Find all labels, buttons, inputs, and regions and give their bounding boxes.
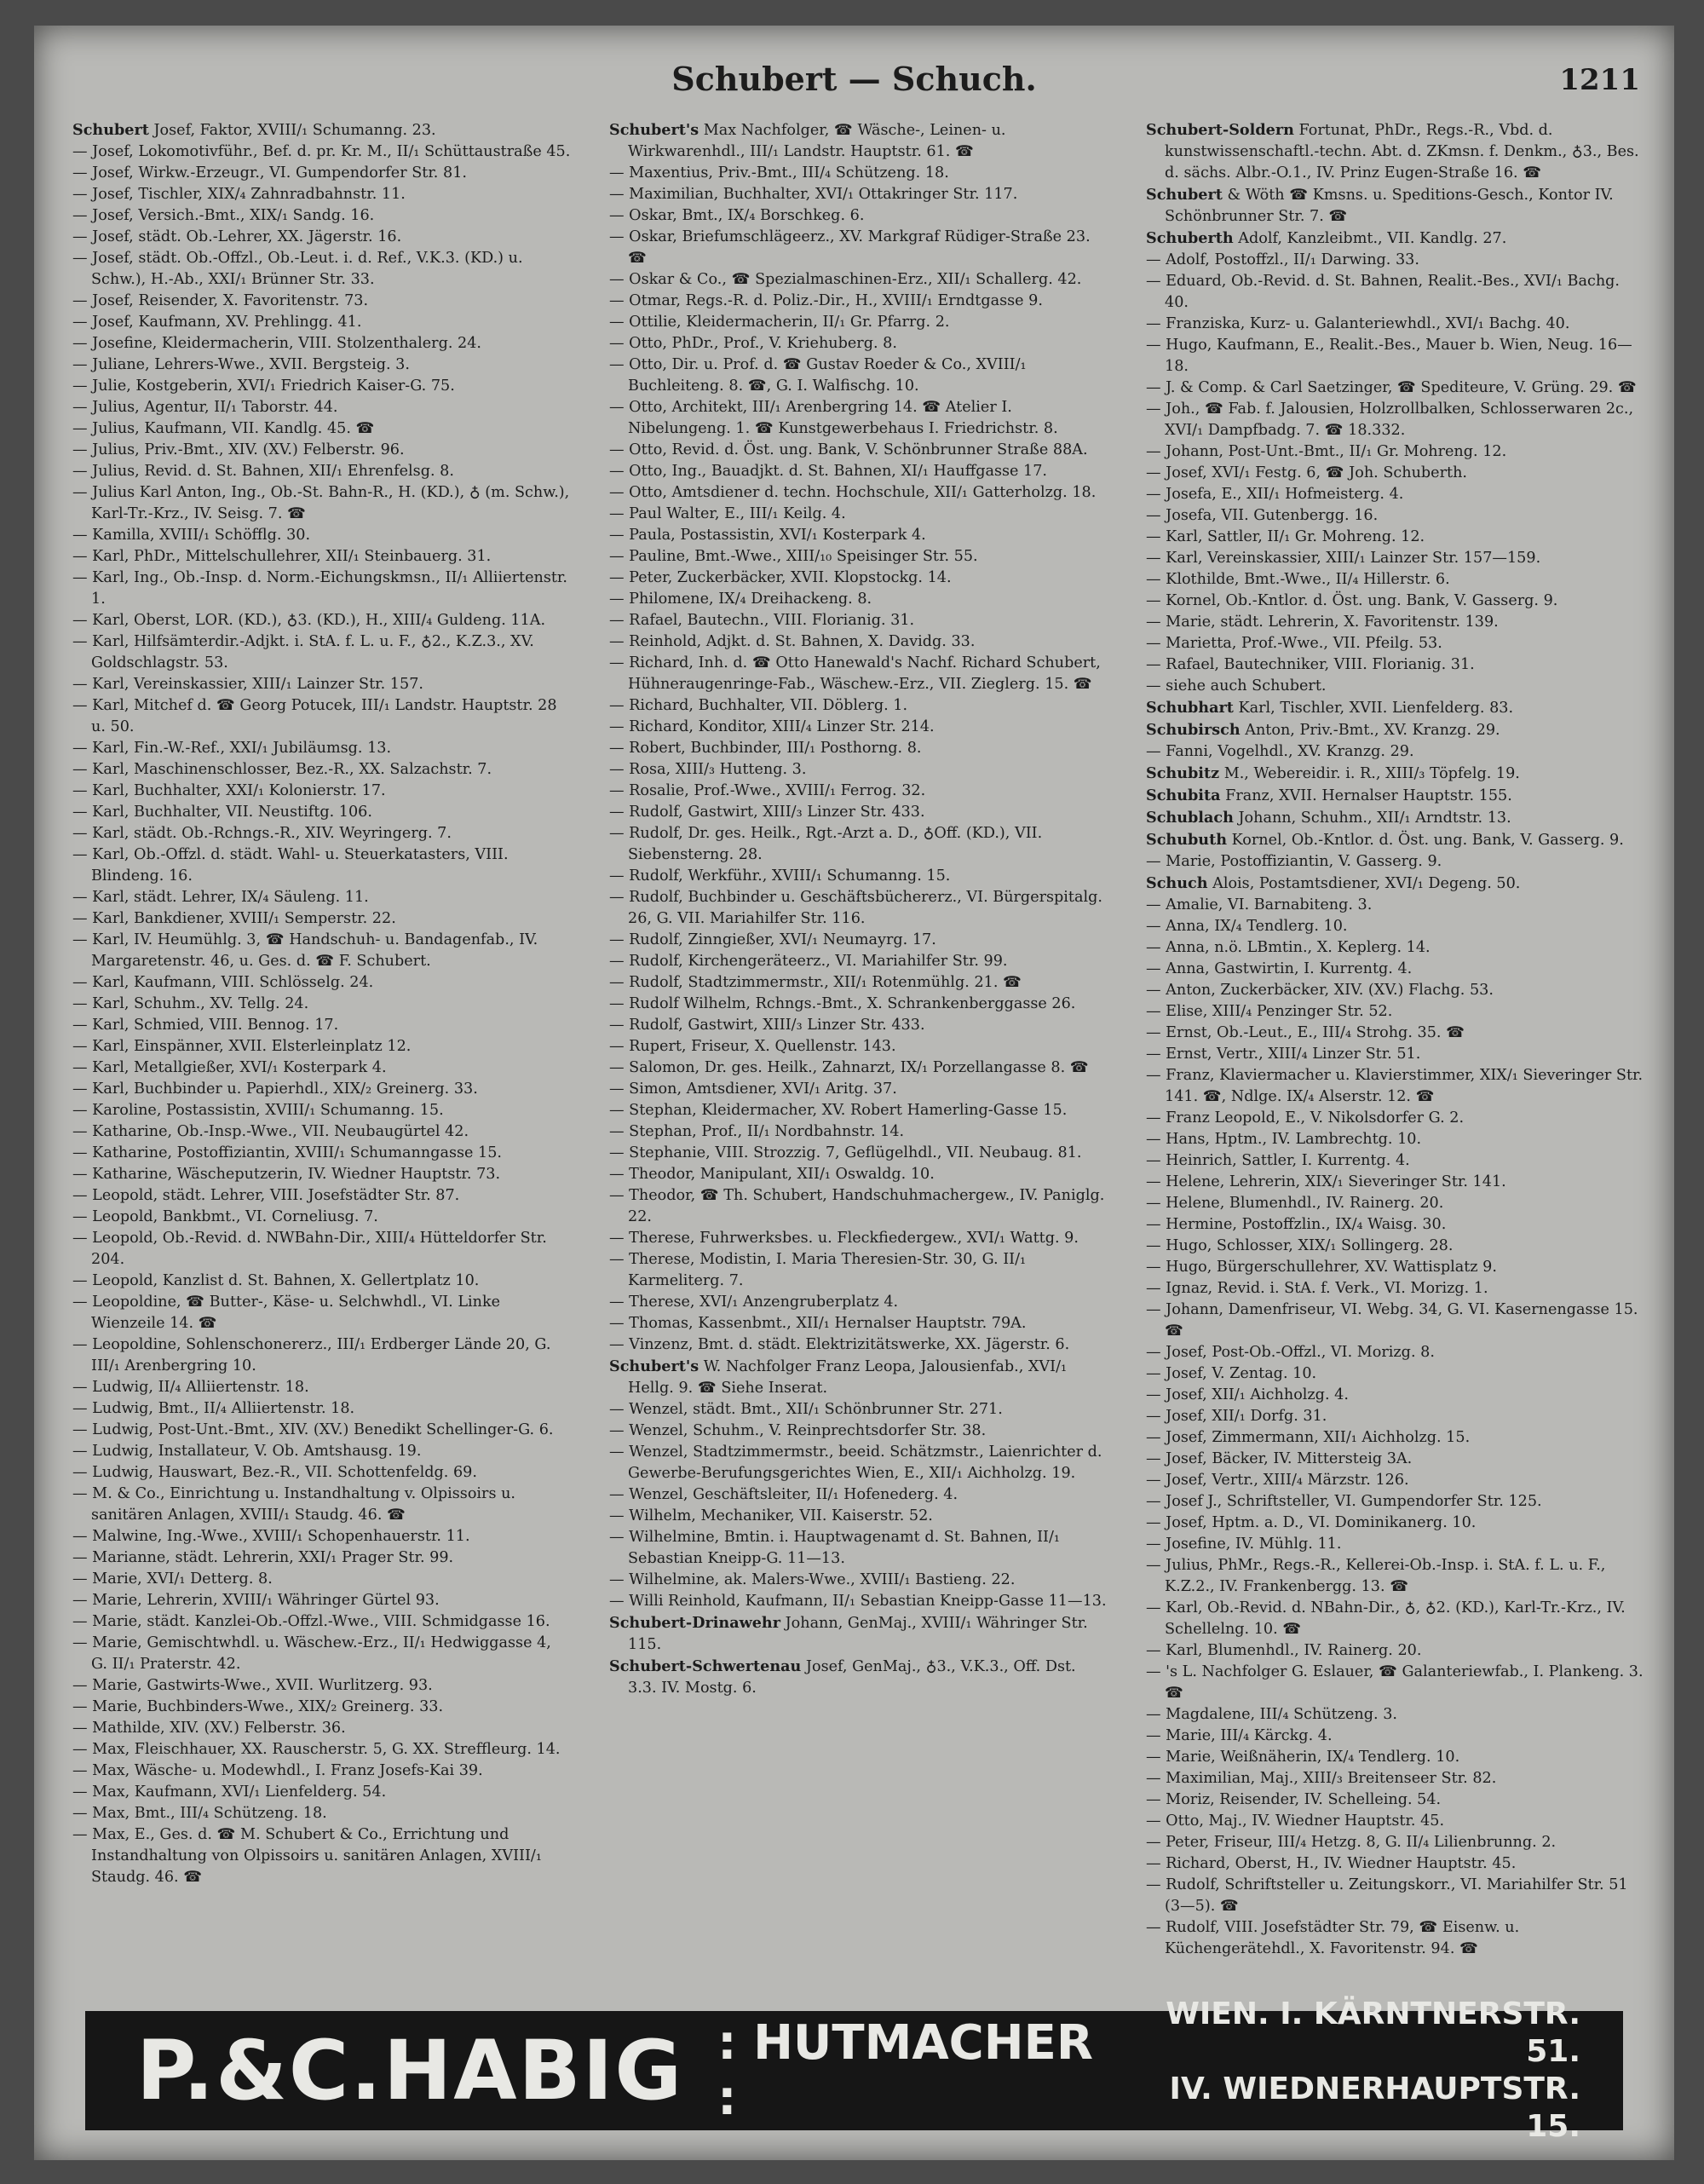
directory-entry: — Rudolf Wilhelm, Rchngs.-Bmt., X. Schrankenberggasse 26. xyxy=(609,995,1076,1012)
directory-entry: — Ludwig, Installateur, V. Ob. Amtshausg. 19. xyxy=(72,1443,422,1460)
directory-entry: — Paul Walter, E., III/₁ Keilg. 4. xyxy=(609,505,846,522)
directory-entry: — Karl, Fin.-W.-Ref., XXI/₁ Jubiläumsg. 13. xyxy=(72,740,392,757)
directory-entry: — Anna, Gastwirtin, I. Kurrentg. 4. xyxy=(1146,960,1413,977)
directory-entry: — Karl, Buchhalter, XXI/₁ Kolonierstr. 17. xyxy=(72,782,386,799)
directory-entry: — Fanni, Vogelhdl., XV. Kranzg. 29. xyxy=(1146,743,1414,760)
directory-entry: — Wilhelmine, ak. Malers-Wwe., XVIII/₁ Bastieng. 22. xyxy=(609,1571,1016,1588)
directory-entry: — Marie, städt. Lehrerin, X. Favoritenstr. 139. xyxy=(1146,614,1499,631)
directory-entry: — Juliane, Lehrers-Wwe., XVII. Bergsteig. 3. xyxy=(72,356,410,373)
directory-entry: — Karl, Bankdiener, XVIII/₁ Semperstr. 22. xyxy=(72,910,396,927)
directory-entry: — Karl, Mitchef d. ☎ Georg Potucek, III/₁ Landstr. Hauptstr. 28 u. 50. xyxy=(72,697,557,735)
directory-entry: — Josef, städt. Ob.-Lehrer, XX. Jägerstr. 16. xyxy=(72,228,402,245)
directory-entry: — Karl, Schuhm., XV. Tellg. 24. xyxy=(72,995,309,1012)
directory-entry: — Marie, städt. Kanzlei-Ob.-Offzl.-Wwe., VIII. Schmidgasse 16. xyxy=(72,1613,550,1630)
directory-entry: — Oskar, Briefumschlägeerz., XV. Markgraf Rüdiger-Straße 23. ☎ xyxy=(609,228,1091,267)
directory-entry: — Theodor, ☎ Th. Schubert, Handschuhmachergew., IV. Paniglg. 22. xyxy=(609,1187,1105,1225)
directory-entry: — Hugo, Bürgerschullehrer, XV. Wattisplatz 9. xyxy=(1146,1259,1497,1276)
directory-entry: — Magdalene, III/₄ Schützeng. 3. xyxy=(1146,1706,1397,1723)
directory-entry: — Rosa, XIII/₃ Hutteng. 3. xyxy=(609,761,807,778)
directory-entry: — Eduard, Ob.-Revid. d. St. Bahnen, Realit.-Bes., XVI/₁ Bachg. 40. xyxy=(1146,273,1620,311)
directory-entry: — Otto, Ing., Bauadjkt. d. St. Bahnen, XI/₁ Hauffgasse 17. xyxy=(609,463,1047,480)
directory-entry: — Moriz, Reisender, IV. Schelleing. 54. xyxy=(1146,1791,1442,1808)
directory-entry: — Julie, Kostgeberin, XVI/₁ Friedrich Kaiser-G. 75. xyxy=(72,377,455,395)
directory-entry: Schubhart Karl, Tischler, XVII. Lienfelderg. 83. xyxy=(1146,699,1514,717)
directory-entry: — Stephan, Kleidermacher, XV. Robert Hamerling-Gasse 15. xyxy=(609,1102,1068,1119)
directory-entry: — Oskar, Bmt., IX/₄ Borschkeg. 6. xyxy=(609,207,865,224)
ad-address xyxy=(1116,1996,1580,2146)
page-title: Schubert — Schuch. xyxy=(671,60,1037,98)
directory-entry: — Vinzenz, Bmt. d. städt. Elektrizitätswerke, XX. Jägerstr. 6. xyxy=(609,1336,1070,1353)
directory-entry: — Maximilian, Maj., XIII/₃ Breitenseer Str. 82. xyxy=(1146,1770,1497,1787)
directory-entry: — Leopoldine, ☎ Butter-, Käse- u. Selchwhdl., VI. Linke Wienzeile 14. ☎ xyxy=(72,1294,501,1332)
directory-entry: — Simon, Amtsdiener, XVI/₁ Aritg. 37. xyxy=(609,1080,897,1098)
directory-entry: — Karl, Ob.-Offzl. d. städt. Wahl- u. Steuerkatasters, VIII. Blindeng. 16. xyxy=(72,846,509,885)
directory-entry: — Stephan, Prof., II/₁ Nordbahnstr. 14. xyxy=(609,1123,905,1140)
directory-entry: — J. & Comp. & Carl Saetzinger, ☎ Spediteure, V. Grüng. 29. ☎ xyxy=(1146,379,1637,396)
directory-entry: Schubuth Kornel, Ob.-Kntlor. d. Öst. ung. Bank, V. Gasserg. 9. xyxy=(1146,831,1624,849)
directory-entry: — M. & Co., Einrichtung u. Instandhaltung v. Olpissoirs u. sanitären Anlagen, XVIII/₁ Staudg. 46. ☎ xyxy=(72,1485,515,1524)
directory-entry: — Ludwig, Hauswart, Bez.-R., VII. Schottenfeldg. 69. xyxy=(72,1464,477,1481)
directory-entry: Schuberth Adolf, Kanzleibmt., VII. Kandlg. 27. xyxy=(1146,229,1507,247)
directory-entry: — Josef, Kaufmann, XV. Prehlingg. 41. xyxy=(72,314,362,331)
directory-entry: — Karl, Blumenhdl., IV. Rainerg. 20. xyxy=(1146,1642,1422,1659)
directory-columns xyxy=(72,119,1644,1968)
directory-entry: — Rudolf, Werkführ., XVIII/₁ Schumanng. 15. xyxy=(609,867,951,885)
directory-entry: Schubita Franz, XVII. Hernalser Hauptstr. 155. xyxy=(1146,787,1512,804)
directory-entry: — Ignaz, Revid. i. StA. f. Verk., VI. Morizg. 1. xyxy=(1146,1280,1488,1297)
directory-entry: — Wilhelm, Mechaniker, VII. Kaiserstr. 52. xyxy=(609,1507,933,1524)
directory-entry: — Richard, Konditor, XIII/₄ Linzer Str. 214. xyxy=(609,718,935,735)
directory-entry: — Karoline, Postassistin, XVIII/₁ Schumanng. 15. xyxy=(72,1102,444,1119)
directory-entry: — Ottilie, Kleidermacherin, II/₁ Gr. Pfarrg. 2. xyxy=(609,314,950,331)
directory-entry: — Josef, Lokomotivführ., Bef. d. pr. Kr. M., II/₁ Schüttaustraße 45. xyxy=(72,143,571,160)
directory-entry: — Katharine, Wäscheputzerin, IV. Wiedner Hauptstr. 73. xyxy=(72,1166,501,1183)
directory-entry: — Richard, Buchhalter, VII. Döblerg. 1. xyxy=(609,697,908,714)
directory-entry: — Josef, Post-Ob.-Offzl., VI. Morizg. 8. xyxy=(1146,1344,1435,1361)
directory-entry: Schubert & Wöth ☎ Kmsns. u. Speditions-Gesch., Kontor IV. Schönbrunner Str. 7. ☎ xyxy=(1146,186,1614,225)
directory-entry: — Otto, Revid. d. Öst. ung. Bank, V. Schönbrunner Straße 88A. xyxy=(609,441,1088,458)
directory-entry: — Josef, XII/₁ Dorfg. 31. xyxy=(1146,1408,1327,1425)
directory-entry: — Wenzel, Schuhm., V. Reinprechtsdorfer Str. 38. xyxy=(609,1422,987,1439)
directory-entry: — Josefa, VII. Gutenbergg. 16. xyxy=(1146,507,1379,524)
ad-trade: : HUTMACHER : xyxy=(717,2015,1094,2126)
directory-entry: — Josef, Zimmermann, XII/₁ Aichholzg. 15. xyxy=(1146,1429,1471,1446)
directory-entry: — Karl, Kaufmann, VIII. Schlösselg. 24. xyxy=(72,974,374,991)
directory-page xyxy=(34,26,1674,2160)
directory-entry: — Joh., ☎ Fab. f. Jalousien, Holzrollbalken, Schlosserwaren 2c., XVI/₁ Dampfbadg. 7. ☎ 18.332. xyxy=(1146,400,1634,439)
column-1 xyxy=(72,119,571,1968)
directory-entry: — Josef, städt. Ob.-Offzl., Ob.-Leut. i. d. Ref., V.K.3. (KD.) u. Schw.), H.-Ab., XXI/₁ Brünner Str. 33. xyxy=(72,250,523,288)
directory-entry: — Salomon, Dr. ges. Heilk., Zahnarzt, IX/₁ Porzellangasse 8. ☎ xyxy=(609,1059,1089,1076)
directory-entry: — Maximilian, Buchhalter, XVI/₁ Ottakringer Str. 117. xyxy=(609,186,1018,203)
directory-entry: — Karl, städt. Ob.-Rchngs.-R., XIV. Weyringerg. 7. xyxy=(72,825,452,842)
ad-address-line-1: WIEN. I. KÄRNTNERSTR. 51. xyxy=(1166,1997,1580,2069)
directory-entry: — Karl, PhDr., Mittelschullehrer, XII/₁ Steinbauerg. 31. xyxy=(72,548,492,565)
directory-entry: Schubert Josef, Faktor, XVIII/₁ Schumanng. 23. xyxy=(72,121,436,139)
directory-entry: — Amalie, VI. Barnabiteng. 3. xyxy=(1146,896,1373,913)
directory-entry: — Karl, Hilfsämterdir.-Adjkt. i. StA. f. L. u. F., ♁2., K.Z.3., XV. Goldschlagstr. 53. xyxy=(72,633,534,671)
directory-entry: — Josef, XVI/₁ Festg. 6, ☎ Joh. Schuberth. xyxy=(1146,464,1467,481)
directory-entry: — Karl, Buchbinder u. Papierhdl., XIX/₂ Greinerg. 33. xyxy=(72,1080,478,1098)
directory-entry: — Rudolf, Stadtzimmermstr., XII/₁ Rotenmühlg. 21. ☎ xyxy=(609,974,1022,991)
directory-entry: — Josef, Tischler, XIX/₄ Zahnradbahnstr. 11. xyxy=(72,186,406,203)
directory-entry: — Katharine, Ob.-Insp.-Wwe., VII. Neubaugürtel 42. xyxy=(72,1123,469,1140)
directory-entry: — Karl, Ob.-Revid. d. NBahn-Dir., ♁, ♁2. (KD.), Karl-Tr.-Krz., IV. Schellelng. 10. ☎ xyxy=(1146,1599,1626,1638)
directory-entry: — Peter, Friseur, III/₄ Hetzg. 8, G. II/₄ Lilienbrunng. 2. xyxy=(1146,1834,1557,1851)
directory-entry: — Rafael, Bautechn., VIII. Florianig. 31. xyxy=(609,612,915,629)
directory-entry: — Karl, Vereinskassier, XIII/₁ Lainzer Str. 157. xyxy=(72,676,423,693)
directory-entry: — Josef, V. Zentag. 10. xyxy=(1146,1365,1317,1382)
directory-entry: — Julius, Kaufmann, VII. Kandlg. 45. ☎ xyxy=(72,420,375,437)
directory-entry: — Peter, Zuckerbäcker, XVII. Klopstockg. 14. xyxy=(609,569,952,586)
directory-entry: — Therese, Fuhrwerksbes. u. Fleckfiedergew., XVI/₁ Wattg. 9. xyxy=(609,1230,1079,1247)
directory-entry: — Klothilde, Bmt.-Wwe., II/₄ Hillerstr. 6. xyxy=(1146,571,1450,588)
directory-entry: Schubert-Drinawehr Johann, GenMaj., XVIII/₁ Währinger Str. 115. xyxy=(609,1614,1088,1653)
directory-entry: — Marietta, Prof.-Wwe., VII. Pfeilg. 53. xyxy=(1146,635,1442,652)
page-header xyxy=(34,60,1674,111)
directory-entry: — Ludwig, II/₄ Alliiertenstr. 18. xyxy=(72,1379,309,1396)
directory-entry: — 's L. Nachfolger G. Eslauer, ☎ Galanteriewfab., I. Plankeng. 3. ☎ xyxy=(1146,1663,1644,1702)
directory-entry: Schubert's W. Nachfolger Franz Leopa, Jalousienfab., XVI/₁ Hellg. 9. ☎ Siehe Inserat. xyxy=(609,1357,1068,1397)
directory-entry: — Otto, Maj., IV. Wiedner Hauptstr. 45. xyxy=(1146,1812,1445,1830)
directory-entry: — Wenzel, Stadtzimmermstr., beeid. Schätzmstr., Laienrichter d. Gewerbe-Berufungsgerichtes Wien, E., XII/₁ Aichholzg. 19. xyxy=(609,1444,1102,1482)
directory-entry: — Leopold, städt. Lehrer, VIII. Josefstädter Str. 87. xyxy=(72,1187,460,1204)
directory-entry: — Richard, Oberst, H., IV. Wiedner Hauptstr. 45. xyxy=(1146,1855,1517,1872)
directory-entry: — Helene, Lehrerin, XIX/₁ Sieveringer Str. 141. xyxy=(1146,1173,1506,1190)
directory-entry: — Franziska, Kurz- u. Galanteriewhdl., XVI/₁ Bachg. 40. xyxy=(1146,315,1570,332)
directory-entry: — Karl, Ing., Ob.-Insp. d. Norm.-Eichungskmsn., II/₁ Alliiertenstr. 1. xyxy=(72,569,567,608)
directory-entry: — Leopold, Ob.-Revid. d. NWBahn-Dir., XIII/₄ Hütteldorfer Str. 204. xyxy=(72,1230,547,1268)
directory-entry: — Hermine, Postoffzlin., IX/₄ Waisg. 30. xyxy=(1146,1216,1447,1233)
directory-entry: — Ernst, Ob.-Leut., E., III/₄ Strohg. 35. ☎ xyxy=(1146,1024,1465,1041)
directory-entry: — Therese, XVI/₁ Anzengruberplatz 4. xyxy=(609,1294,899,1311)
directory-entry: — Malwine, Ing.-Wwe., XVIII/₁ Schopenhauerstr. 11. xyxy=(72,1528,470,1545)
directory-entry: — Josef, Vertr., XIII/₄ Märzstr. 126. xyxy=(1146,1472,1409,1489)
directory-entry: — Rafael, Bautechniker, VIII. Florianig. 31. xyxy=(1146,656,1475,673)
directory-entry: — Julius, PhMr., Regs.-R., Kellerei-Ob.-Insp. i. StA. f. L. u. F., K.Z.2., IV. Frankenbergg. 13. ☎ xyxy=(1146,1557,1606,1595)
directory-entry: — Josef, Versich.-Bmt., XIX/₁ Sandg. 16. xyxy=(72,207,375,224)
directory-entry: — Julius, Priv.-Bmt., XIV. (XV.) Felberstr. 96. xyxy=(72,441,405,458)
directory-entry: — Rudolf, Buchbinder u. Geschäftsbüchererz., VI. Bürgerspitalg. 26, G. VII. Mariahilfer Str. 116. xyxy=(609,889,1102,927)
page-number: 1211 xyxy=(1559,63,1640,97)
directory-entry: — Maxentius, Priv.-Bmt., III/₄ Schützeng. 18. xyxy=(609,164,949,182)
directory-entry: — Rudolf, Kirchengeräteerz., VI. Mariahilfer Str. 99. xyxy=(609,953,1008,970)
directory-entry: — Reinhold, Adjkt. d. St. Bahnen, X. Davidg. 33. xyxy=(609,633,976,650)
directory-entry: — Heinrich, Sattler, I. Kurrentg. 4. xyxy=(1146,1152,1410,1169)
directory-entry: — Otto, Architekt, III/₁ Arenbergring 14. ☎ Atelier I. Nibelungeng. 1. ☎ Kunstgewerbehaus I. Friedrichstr. 8. xyxy=(609,399,1058,437)
directory-entry: — Kamilla, XVIII/₁ Schöfflg. 30. xyxy=(72,527,311,544)
directory-entry: — Leopoldine, Sohlenschonererz., III/₁ Erdberger Lände 20, G. III/₁ Arenbergring 10. xyxy=(72,1336,551,1374)
directory-entry: Schubert-Soldern Fortunat, PhDr., Regs.-R., Vbd. d. kunstwissenschaftl.-techn. Abt. d. ZKmsn. f. Denkm., ♁3., Bes. d. sächs. Albr.-O.1., IV. Prinz Eugen-Straße 16. ☎ xyxy=(1146,121,1639,182)
directory-entry: — Max, E., Ges. d. ☎ M. Schubert & Co., Errichtung und Instandhaltung von Olpissoirs u. sanitären Anlagen, XVIII/₁ Staudg. 46. ☎ xyxy=(72,1826,542,1886)
directory-entry: — Karl, Vereinskassier, XIII/₁ Lainzer Str. 157—159. xyxy=(1146,550,1541,567)
directory-entry: Schubitz M., Webereidir. i. R., XIII/₃ Töpfelg. 19. xyxy=(1146,764,1520,782)
directory-entry: Schubirsch Anton, Priv.-Bmt., XV. Kranzg. 29. xyxy=(1146,721,1500,739)
directory-entry: — Marianne, städt. Lehrerin, XXI/₁ Prager Str. 99. xyxy=(72,1549,454,1566)
directory-entry: — Julius Karl Anton, Ing., Ob.-St. Bahn-R., H. (KD.), ♁ (m. Schw.), Karl-Tr.-Krz., IV. Seisg. 7. ☎ xyxy=(72,484,570,522)
directory-entry: — Franz, Klaviermacher u. Klavierstimmer, XIX/₁ Sieveringer Str. 141. ☎, Ndlge. IX/₄ Alserstr. 12. ☎ xyxy=(1146,1067,1644,1105)
directory-entry: — Leopold, Bankbmt., VI. Corneliusg. 7. xyxy=(72,1208,378,1225)
directory-entry: Schublach Johann, Schuhm., XII/₁ Arndtstr. 13. xyxy=(1146,809,1511,827)
directory-entry: — Rudolf, Zinngießer, XVI/₁ Neumayrg. 17. xyxy=(609,931,936,948)
directory-entry: — Karl, IV. Heumühlg. 3, ☎ Handschuh- u. Bandagenfab., IV. Margaretenstr. 46, u. Ges. d. ☎ F. Schubert. xyxy=(72,931,538,970)
directory-entry: — Rosalie, Prof.-Wwe., XVIII/₁ Ferrog. 32. xyxy=(609,782,926,799)
directory-entry: — Karl, Sattler, II/₁ Gr. Mohreng. 12. xyxy=(1146,528,1425,545)
directory-entry: — Julius, Agentur, II/₁ Taborstr. 44. xyxy=(72,399,338,416)
directory-entry: — Josef, Bäcker, IV. Mittersteig 3A. xyxy=(1146,1450,1413,1467)
directory-entry: — Josef J., Schriftsteller, VI. Gumpendorfer Str. 125. xyxy=(1146,1493,1542,1510)
directory-entry: — Marie, Gastwirts-Wwe., XVII. Wurlitzerg. 93. xyxy=(72,1677,433,1694)
directory-entry: — Rudolf, Gastwirt, XIII/₃ Linzer Str. 433. xyxy=(609,804,925,821)
directory-entry: — Wenzel, Geschäftsleiter, II/₁ Hofenederg. 4. xyxy=(609,1486,958,1503)
directory-entry: — Marie, III/₄ Kärckg. 4. xyxy=(1146,1727,1333,1744)
directory-entry: — Thomas, Kassenbmt., XII/₁ Hernalser Hauptstr. 79A. xyxy=(609,1315,1027,1332)
directory-entry: — Hugo, Kaufmann, E., Realit.-Bes., Mauer b. Wien, Neug. 16—18. xyxy=(1146,337,1632,375)
directory-entry: — Pauline, Bmt.-Wwe., XIII/₁₀ Speisinger Str. 55. xyxy=(609,548,978,565)
directory-entry: — Anna, n.ö. LBmtin., X. Keplerg. 14. xyxy=(1146,939,1431,956)
ad-brand: P.&C.HABIG xyxy=(136,2023,684,2118)
directory-entry: — Josefa, E., XII/₁ Hofmeisterg. 4. xyxy=(1146,486,1404,503)
directory-entry: — Kornel, Ob.-Kntlor. d. Öst. ung. Bank, V. Gasserg. 9. xyxy=(1146,592,1558,609)
column-3 xyxy=(1146,119,1644,1968)
directory-entry: — Karl, Maschinenschlosser, Bez.-R., XX. Salzachstr. 7. xyxy=(72,761,492,778)
directory-entry: — Josef, Hptm. a. D., VI. Dominikanerg. 10. xyxy=(1146,1514,1477,1531)
directory-entry: — Josefine, IV. Mühlg. 11. xyxy=(1146,1536,1342,1553)
directory-entry: — Willi Reinhold, Kaufmann, II/₁ Sebastian Kneipp-Gasse 11—13. xyxy=(609,1593,1107,1610)
directory-entry: — Max, Wäsche- u. Modewhdl., I. Franz Josefs-Kai 39. xyxy=(72,1762,483,1779)
directory-entry: — Elise, XIII/₄ Penzinger Str. 52. xyxy=(1146,1003,1393,1020)
advertisement-banner xyxy=(85,1997,1623,2144)
directory-entry: — Adolf, Postoffzl., II/₁ Darwing. 33. xyxy=(1146,251,1419,268)
directory-entry: — Theodor, Manipulant, XII/₁ Oswaldg. 10. xyxy=(609,1166,935,1183)
directory-entry: — Max, Bmt., III/₄ Schützeng. 18. xyxy=(72,1805,327,1822)
ad-address-line-2: IV. WIEDNERHAUPTSTR. 15. xyxy=(1169,2072,1580,2144)
directory-entry: — Marie, Lehrerin, XVIII/₁ Währinger Gürtel 93. xyxy=(72,1592,440,1609)
directory-entry: — Oskar & Co., ☎ Spezialmaschinen-Erz., XII/₁ Schallerg. 42. xyxy=(609,271,1082,288)
column-2 xyxy=(609,119,1108,1968)
directory-entry: — Josefine, Kleidermacherin, VIII. Stolzenthalerg. 24. xyxy=(72,335,482,352)
directory-entry: — Hugo, Schlosser, XIX/₁ Sollingerg. 28. xyxy=(1146,1237,1454,1254)
directory-entry: — Otto, Dir. u. Prof. d. ☎ Gustav Roeder & Co., XVIII/₁ Buchleiteng. 8. ☎, G. I. Walfischg. 10. xyxy=(609,356,1027,395)
directory-entry: — Marie, Buchbinders-Wwe., XIX/₂ Greinerg. 33. xyxy=(72,1698,444,1715)
directory-entry: — Karl, Oberst, LOR. (KD.), ♁3. (KD.), H., XIII/₄ Guldeng. 11A. xyxy=(72,612,546,629)
directory-entry: — Helene, Blumenhdl., IV. Rainerg. 20. xyxy=(1146,1195,1444,1212)
directory-entry: — Anton, Zuckerbäcker, XIV. (XV.) Flachg. 53. xyxy=(1146,982,1494,999)
directory-entry: — Otto, Amtsdiener d. techn. Hochschule, XII/₁ Gatterholzg. 18. xyxy=(609,484,1097,501)
directory-entry: — Karl, Metallgießer, XVI/₁ Kosterpark 4. xyxy=(72,1059,387,1076)
directory-entry: — Max, Fleischhauer, XX. Rauscherstr. 5, G. XX. Streffleurg. 14. xyxy=(72,1741,561,1758)
directory-entry: — Rudolf, Dr. ges. Heilk., Rgt.-Arzt a. D., ♁Off. (KD.), VII. Siebensterng. 28. xyxy=(609,825,1043,863)
directory-entry: — Rudolf, Gastwirt, XIII/₃ Linzer Str. 433. xyxy=(609,1017,925,1034)
directory-entry: — Marie, Gemischtwhdl. u. Wäschew.-Erz., II/₁ Hedwiggasse 4, G. II/₁ Praterstr. 42. xyxy=(72,1634,551,1673)
directory-entry: — Mathilde, XIV. (XV.) Felberstr. 36. xyxy=(72,1720,346,1737)
directory-entry: — Karl, Schmied, VIII. Bennog. 17. xyxy=(72,1017,339,1034)
directory-entry: — Karl, Buchhalter, VII. Neustiftg. 106. xyxy=(72,804,372,821)
directory-entry: — Johann, Post-Unt.-Bmt., II/₁ Gr. Mohreng. 12. xyxy=(1146,443,1507,460)
directory-entry: — Otto, PhDr., Prof., V. Kriehuberg. 8. xyxy=(609,335,897,352)
directory-entry: — Leopold, Kanzlist d. St. Bahnen, X. Gellertplatz 10. xyxy=(72,1272,480,1289)
directory-entry: — Johann, Damenfriseur, VI. Webg. 34, G. VI. Kasernengasse 15. ☎ xyxy=(1146,1301,1638,1340)
directory-entry: — Rupert, Friseur, X. Quellenstr. 143. xyxy=(609,1038,896,1055)
directory-entry: — Ludwig, Bmt., II/₄ Alliiertenstr. 18. xyxy=(72,1400,355,1417)
directory-entry: Schubert's Max Nachfolger, ☎ Wäsche-, Leinen- u. Wirkwarenhdl., III/₁ Landstr. Hauptstr. 61. ☎ xyxy=(609,121,1006,160)
directory-entry: — Anna, IX/₄ Tendlerg. 10. xyxy=(1146,918,1348,935)
directory-entry: — Therese, Modistin, I. Maria Theresien-Str. 30, G. II/₁ Karmeliterg. 7. xyxy=(609,1251,1027,1289)
directory-entry: — siehe auch Schubert. xyxy=(1146,677,1327,694)
directory-entry: — Wilhelmine, Bmtin. i. Hauptwagenamt d. St. Bahnen, II/₁ Sebastian Kneipp-G. 11—13. xyxy=(609,1529,1060,1567)
directory-entry: — Stephanie, VIII. Strozzig. 7, Geflügelhdl., VII. Neubaug. 81. xyxy=(609,1144,1082,1161)
directory-entry: — Josef, XII/₁ Aichholzg. 4. xyxy=(1146,1386,1349,1403)
directory-entry: — Max, Kaufmann, XVI/₁ Lienfelderg. 54. xyxy=(72,1784,387,1801)
directory-entry: — Richard, Inh. d. ☎ Otto Hanewald's Nachf. Richard Schubert, Hühneraugenringe-Fab., Wäschew.-Erz., VII. Zieglerg. 15. ☎ xyxy=(609,654,1101,693)
directory-entry: — Marie, Postoffiziantin, V. Gasserg. 9. xyxy=(1146,853,1442,870)
directory-entry: — Wenzel, städt. Bmt., XII/₁ Schönbrunner Str. 271. xyxy=(609,1401,1003,1418)
directory-entry: Schuch Alois, Postamtsdiener, XVI/₁ Degeng. 50. xyxy=(1146,874,1521,892)
directory-entry: — Philomene, IX/₄ Dreihackeng. 8. xyxy=(609,591,872,608)
directory-entry: — Ernst, Vertr., XIII/₄ Linzer Str. 51. xyxy=(1146,1046,1421,1063)
directory-entry: — Rudolf, Schriftsteller u. Zeitungskorr., VI. Mariahilfer Str. 51 (3—5). ☎ xyxy=(1146,1876,1628,1915)
directory-entry: — Rudolf, VIII. Josefstädter Str. 79, ☎ Eisenw. u. Küchengerätehdl., X. Favoritenstr. 94. ☎ xyxy=(1146,1919,1520,1957)
directory-entry: — Ludwig, Post-Unt.-Bmt., XIV. (XV.) Benedikt Schellinger-G. 6. xyxy=(72,1421,554,1438)
directory-entry: — Paula, Postassistin, XVI/₁ Kosterpark 4. xyxy=(609,527,926,544)
directory-entry: — Otmar, Regs.-R. d. Poliz.-Dir., H., XVIII/₁ Erndtgasse 9. xyxy=(609,292,1043,309)
directory-entry: — Franz Leopold, E., V. Nikolsdorfer G. 2. xyxy=(1146,1109,1465,1127)
directory-entry: — Josef, Wirkw.-Erzeugr., VI. Gumpendorfer Str. 81. xyxy=(72,164,467,182)
directory-entry: — Josef, Reisender, X. Favoritenstr. 73. xyxy=(72,292,369,309)
directory-entry: — Karl, Einspänner, XVII. Elsterleinplatz 12. xyxy=(72,1038,412,1055)
directory-entry: — Katharine, Postoffiziantin, XVIII/₁ Schumanngasse 15. xyxy=(72,1144,502,1161)
directory-entry: Schubert-Schwertenau Josef, GenMaj., ♁3., V.K.3., Off. Dst. 3.3. IV. Mostg. 6. xyxy=(609,1657,1076,1697)
directory-entry: — Hans, Hptm., IV. Lambrechtg. 10. xyxy=(1146,1131,1422,1148)
directory-entry: — Robert, Buchbinder, III/₁ Posthorng. 8. xyxy=(609,740,922,757)
directory-entry: — Karl, städt. Lehrer, IX/₄ Säuleng. 11. xyxy=(72,889,369,906)
directory-entry: — Marie, Weißnäherin, IX/₄ Tendlerg. 10. xyxy=(1146,1749,1460,1766)
directory-entry: — Julius, Revid. d. St. Bahnen, XII/₁ Ehrenfelsg. 8. xyxy=(72,463,454,480)
directory-entry: — Marie, XVI/₁ Detterg. 8. xyxy=(72,1570,273,1588)
